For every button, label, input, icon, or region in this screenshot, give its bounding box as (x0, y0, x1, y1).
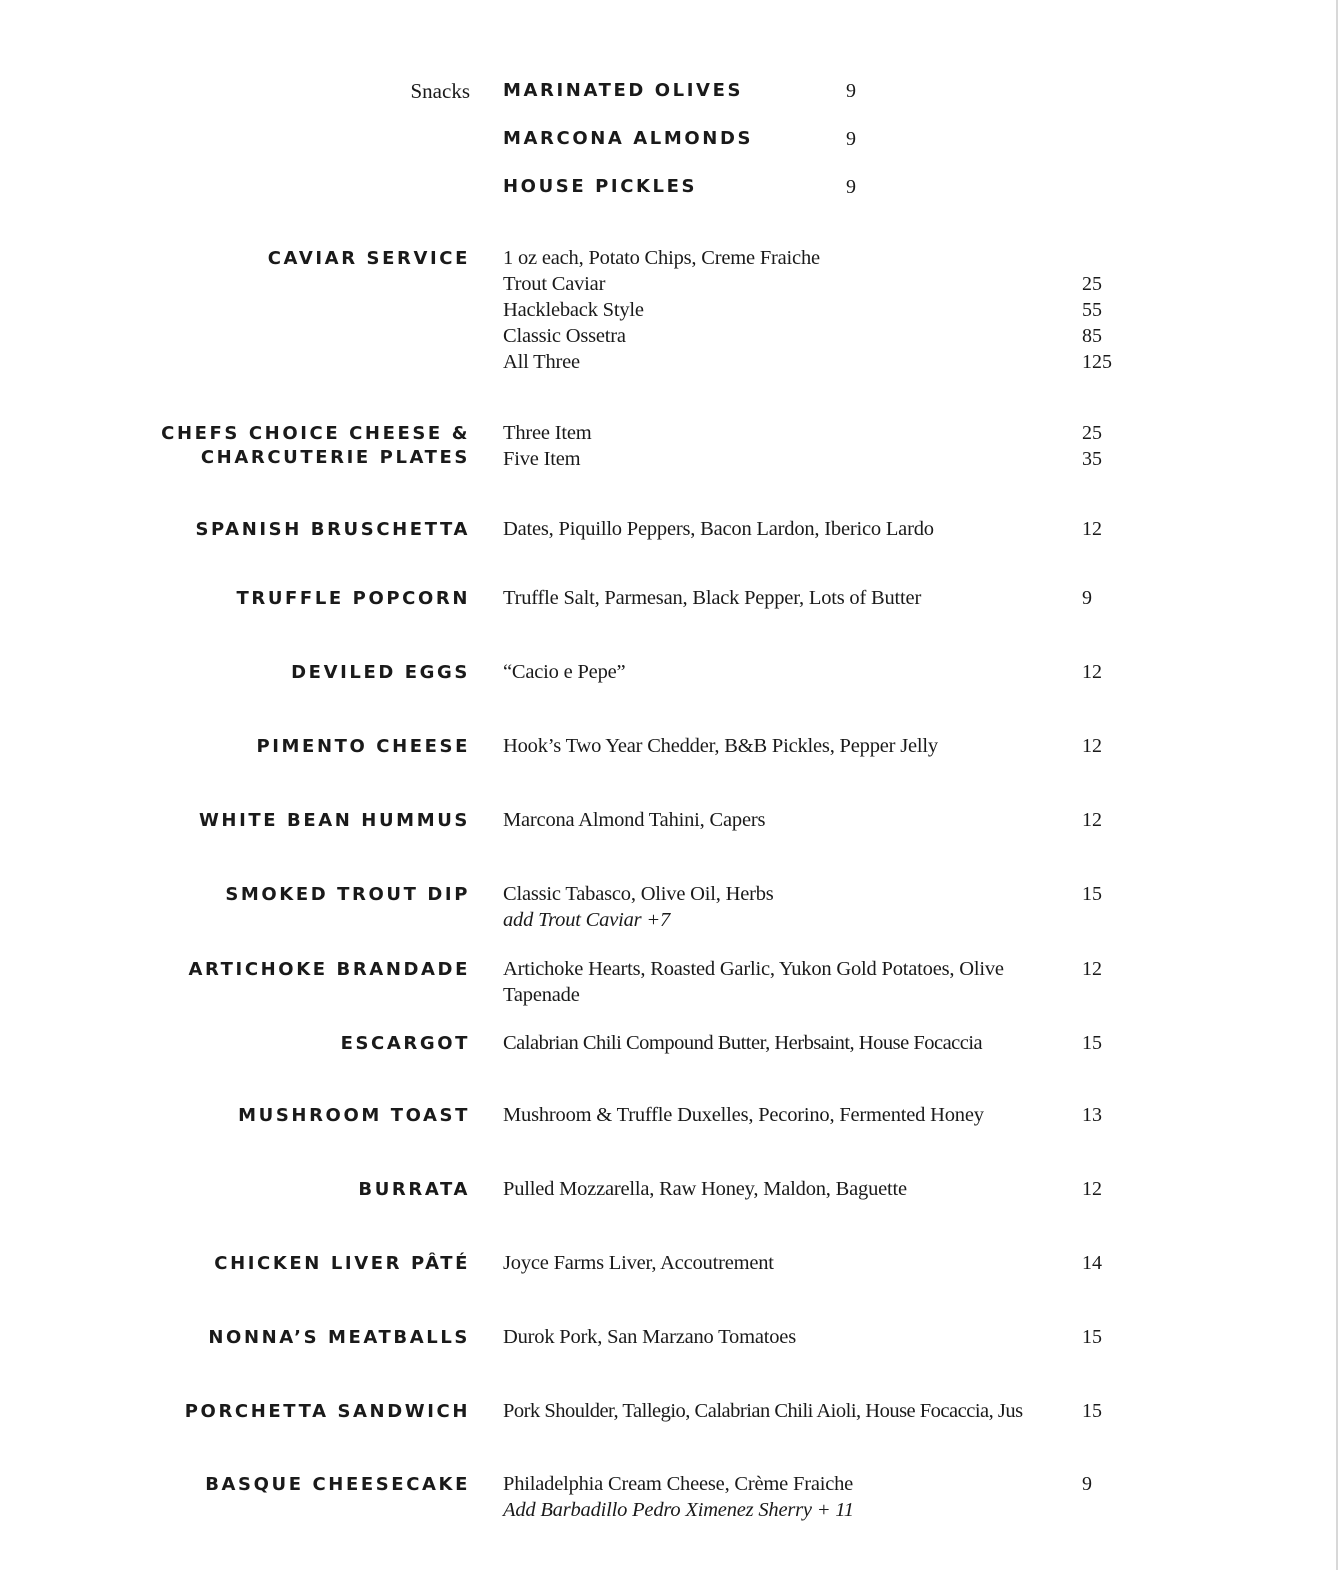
menu-item-price: 12 (1082, 809, 1102, 831)
menu-item-addon-note: Add Barbadillo Pedro Ximenez Sherry + 11 (503, 1499, 854, 1521)
menu-item-name: ARTICHOKE BRANDADE (188, 959, 470, 980)
menu-item-price: 15 (1082, 883, 1102, 905)
menu-item-price: 15 (1082, 1326, 1102, 1348)
menu-item-price: 12 (1082, 1178, 1102, 1200)
board-heading (161, 422, 470, 470)
snack-item-name: HOUSE PICKLES (503, 176, 698, 197)
caviar-option-price: 125 (1082, 351, 1112, 373)
menu-item-price: 12 (1082, 735, 1102, 757)
menu-item-description: Dates, Piquillo Peppers, Bacon Lardon, Iberico Lardo (503, 518, 934, 540)
menu-item-description-text: Classic Tabasco, Olive Oil, Herbs (503, 883, 774, 905)
menu-item-description-text: Philadelphia Cream Cheese, Crème Fraiche (503, 1473, 854, 1495)
menu-item-name: SMOKED TROUT DIP (225, 884, 470, 905)
menu-item-description: Mushroom & Truffle Duxelles, Pecorino, Fermented Honey (503, 1104, 984, 1126)
menu-item-price: 15 (1082, 1032, 1102, 1054)
menu-item-price: 12 (1082, 518, 1102, 540)
snack-item-price: 9 (846, 80, 856, 102)
caviar-option-price: 55 (1082, 299, 1102, 321)
menu-item-description: Pulled Mozzarella, Raw Honey, Maldon, Baguette (503, 1178, 907, 1200)
board-option: Three Item (503, 422, 592, 444)
menu-item-addon-note: add Trout Caviar +7 (503, 909, 671, 931)
snack-item-name: MARCONA ALMONDS (503, 128, 754, 149)
menu-item-name: DEVILED EGGS (291, 662, 470, 683)
caviar-heading: CAVIAR SERVICE (267, 248, 470, 269)
caviar-option: Hackleback Style (503, 299, 644, 321)
menu-item-description: Hook’s Two Year Chedder, B&B Pickles, Pepper Jelly (503, 735, 938, 757)
board-option: Five Item (503, 448, 581, 470)
caviar-option-price: 85 (1082, 325, 1102, 347)
menu-item-price: 9 (1082, 587, 1092, 609)
menu-item-description (503, 1471, 1063, 1523)
menu-item-price: 13 (1082, 1104, 1102, 1126)
board-heading-line: CHEFS CHOICE CHEESE & (161, 423, 470, 444)
caviar-option: All Three (503, 351, 580, 373)
caviar-option: Classic Ossetra (503, 325, 626, 347)
board-heading-line: CHARCUTERIE PLATES (200, 447, 470, 468)
board-option-price: 25 (1082, 422, 1102, 444)
menu-item-price: 14 (1082, 1252, 1102, 1274)
caviar-option-price: 25 (1082, 273, 1102, 295)
menu-item-name: BURRATA (358, 1179, 470, 1200)
snack-item-price: 9 (846, 128, 856, 150)
snack-item-price: 9 (846, 176, 856, 198)
caviar-option: Trout Caviar (503, 273, 606, 295)
menu-item-name: PORCHETTA SANDWICH (184, 1401, 470, 1422)
menu-item-description: Artichoke Hearts, Roasted Garlic, Yukon Gold Potatoes, Olive Tapenade (503, 958, 1004, 1006)
snacks-heading: Snacks (410, 79, 470, 103)
board-description (503, 420, 1063, 472)
caviar-description (503, 245, 1063, 375)
menu-item-name: TRUFFLE POPCORN (236, 588, 470, 609)
menu-item-name: BASQUE CHEESECAKE (205, 1474, 470, 1495)
menu-item-description (503, 881, 1063, 933)
menu-item-name: WHITE BEAN HUMMUS (198, 810, 470, 831)
board-prices (1082, 420, 1102, 472)
menu-item-name: SPANISH BRUSCHETTA (195, 519, 470, 540)
menu-item-price: 9 (1082, 1473, 1092, 1495)
menu-item-description: “Cacio e Pepe” (503, 661, 626, 683)
menu-item-name: MUSHROOM TOAST (238, 1105, 470, 1126)
menu-item-description: Joyce Farms Liver, Accoutrement (503, 1252, 774, 1274)
menu-item-price: 15 (1082, 1400, 1102, 1422)
caviar-intro: 1 oz each, Potato Chips, Creme Fraiche (503, 247, 820, 269)
caviar-prices (1082, 271, 1112, 375)
menu-item-name: NONNA’S MEATBALLS (208, 1327, 470, 1348)
menu-item-description: Marcona Almond Tahini, Capers (503, 809, 766, 831)
board-option-price: 35 (1082, 448, 1102, 470)
snack-item-name: MARINATED OLIVES (503, 80, 744, 101)
menu-item-price: 12 (1082, 661, 1102, 683)
menu-item-name: CHICKEN LIVER PÂTÉ (214, 1253, 470, 1274)
menu-item-description: Calabrian Chili Compound Butter, Herbsaint, House Focaccia (503, 1032, 983, 1054)
menu-item-description: Truffle Salt, Parmesan, Black Pepper, Lots of Butter (503, 587, 922, 609)
menu-item-name: ESCARGOT (340, 1033, 470, 1054)
menu-item-name: PIMENTO CHEESE (256, 736, 470, 757)
menu-item-price: 12 (1082, 958, 1102, 980)
menu-item-description: Durok Pork, San Marzano Tomatoes (503, 1326, 796, 1348)
menu-item-description: Pork Shoulder, Tallegio, Calabrian Chili Aioli, House Focaccia, Jus (503, 1400, 1023, 1422)
